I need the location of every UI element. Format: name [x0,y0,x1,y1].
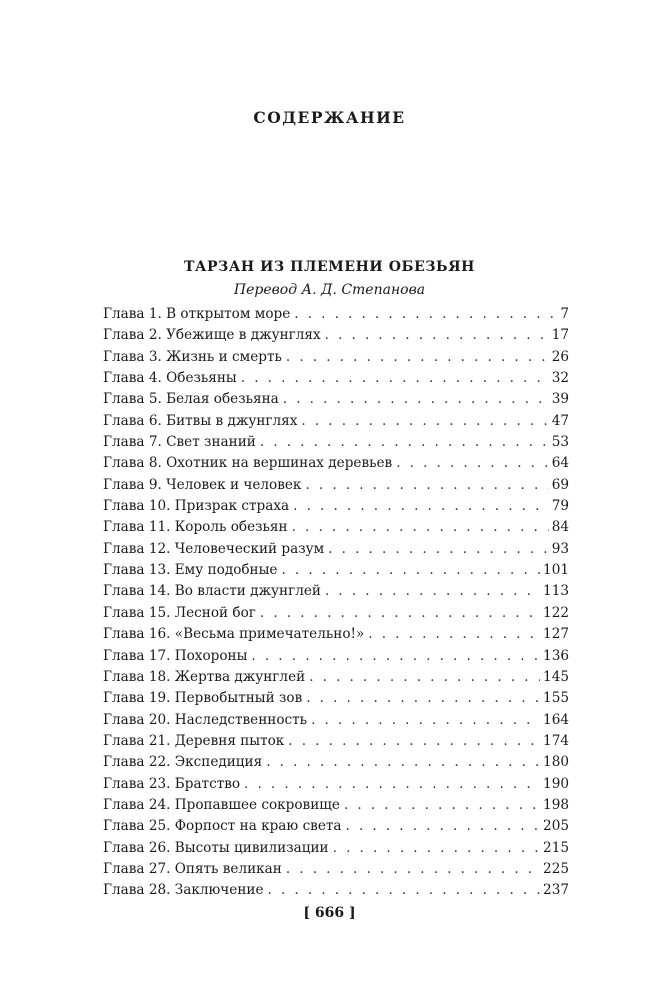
toc-entry-label: Глава 25. Форпост на краю света [103,818,342,835]
book-title: ТАРЗАН ИЗ ПЛЕМЕНИ ОБЕЗЬЯН [184,259,475,275]
toc-entry-label: Глава 24. Пропавшее сокровище [103,796,340,813]
toc-entry [103,496,569,517]
toc-entry [103,646,569,667]
toc-entry-page: 32 [551,370,569,387]
toc-entry [103,688,569,709]
toc-entry [103,389,569,410]
toc-entry [103,667,569,688]
toc-entry-label: Глава 22. Экспедиция [103,754,263,771]
toc-entry [103,368,569,389]
toc-entry-label: Глава 19. Первобытный зов [103,690,303,707]
dot-leader [294,304,557,325]
dot-leader [286,859,540,880]
toc-entry-page: 84 [551,519,569,536]
toc-entry [103,603,569,624]
dot-leader [241,368,549,389]
dot-leader [266,752,540,773]
toc-entry-page: 136 [543,647,569,664]
toc-entry [103,475,569,496]
dot-leader [328,539,548,560]
dot-leader [325,581,540,602]
toc-entry-page: 69 [551,476,569,493]
toc-entry-label: Глава 13. Ему подобные [103,562,278,579]
toc-entry-label: Глава 4. Обезьяны [103,370,237,387]
toc-entry [103,453,569,474]
toc-entry-page: 101 [543,562,569,579]
dot-leader [305,475,548,496]
dot-leader [283,389,549,410]
toc-entry-page: 155 [543,690,569,707]
toc-entry-page: 39 [551,391,569,408]
dot-leader [309,667,540,688]
toc-entry-label: Глава 17. Похороны [103,647,248,664]
toc-entry-label: Глава 14. Во власти джунглей [103,583,321,600]
page-title: СОДЕРЖАНИЕ [253,108,406,127]
toc-entry-page: 198 [543,796,569,813]
toc-entry [103,838,569,859]
table-of-contents [103,304,569,902]
toc-entry [103,774,569,795]
toc-entry-label: Глава 11. Король обезьян [103,519,288,536]
toc-entry-page: 17 [551,327,569,344]
toc-entry [103,347,569,368]
toc-entry-label: Глава 18. Жертва джунглей [103,668,306,685]
toc-entry-label: Глава 1. В открытом море [103,306,291,322]
toc-entry-page: 215 [543,839,569,856]
toc-entry [103,624,569,645]
toc-entry-page: 26 [551,348,569,365]
toc-entry [103,304,569,325]
toc-entry-label: Глава 8. Охотник на вершинах деревьев [103,455,393,472]
toc-entry [103,795,569,816]
toc-entry-page: 7 [560,306,569,322]
dot-leader [301,411,548,432]
toc-entry-page: 145 [543,668,569,685]
dot-leader [292,517,549,538]
dot-leader [293,496,549,517]
toc-entry-page: 93 [551,540,569,557]
toc-entry-page: 180 [543,754,569,771]
toc-entry [103,539,569,560]
toc-entry-label: Глава 7. Свет знаний [103,434,256,451]
toc-entry [103,859,569,880]
toc-entry-label: Глава 27. Опять великан [103,860,282,877]
dot-leader [344,795,540,816]
toc-entry-page: 64 [551,455,569,472]
toc-entry-page: 237 [543,882,569,899]
toc-entry-page: 122 [543,604,569,621]
toc-entry [103,432,569,453]
dot-leader [286,347,549,368]
toc-entry-label: Глава 15. Лесной бог [103,604,256,621]
toc-entry-label: Глава 3. Жизнь и смерть [103,348,282,365]
toc-entry-label: Глава 9. Человек и человек [103,476,302,493]
dot-leader [268,880,541,901]
toc-entry-label: Глава 26. Высоты цивилизации [103,839,329,856]
dot-leader [311,710,540,731]
dot-leader [251,646,540,667]
toc-entry-page: 79 [551,498,569,515]
dot-leader [288,731,540,752]
toc-entry-page: 190 [543,775,569,792]
toc-entry [103,731,569,752]
toc-entry-page: 174 [543,732,569,749]
toc-entry [103,581,569,602]
dot-leader [260,603,540,624]
toc-entry [103,560,569,581]
toc-entry [103,752,569,773]
page-number: [ 666 ] [303,905,356,921]
toc-entry-page: 113 [543,583,569,600]
toc-entry-label: Глава 20. Наследственность [103,711,308,728]
dot-leader [368,624,540,645]
dot-leader [325,325,549,346]
toc-entry [103,325,569,346]
toc-entry-label: Глава 2. Убежище в джунглях [103,327,321,344]
toc-entry-label: Глава 6. Битвы в джунглях [103,412,298,429]
dot-leader [333,838,540,859]
toc-entry [103,517,569,538]
toc-entry-page: 47 [551,412,569,429]
toc-entry [103,411,569,432]
toc-entry [103,880,569,901]
dot-leader [306,688,540,709]
toc-entry-page: 225 [543,860,569,877]
toc-entry-label: Глава 23. Братство [103,775,241,792]
toc-entry-label: Глава 10. Призрак страха [103,498,290,515]
toc-entry-label: Глава 28. Заключение [103,882,264,899]
dot-leader [281,560,540,581]
dot-leader [396,453,548,474]
toc-entry-label: Глава 16. «Весьма примечательно!» [103,626,365,643]
toc-entry-label: Глава 5. Белая обезьяна [103,391,279,408]
dot-leader [260,432,549,453]
toc-entry-label: Глава 12. Человеческий разум [103,540,325,557]
toc-entry [103,710,569,731]
toc-entry-label: Глава 21. Деревня пыток [103,732,285,749]
toc-entry-page: 127 [543,626,569,643]
toc-entry [103,816,569,837]
toc-entry-page: 164 [543,711,569,728]
dot-leader [346,816,541,837]
translator-credit: Перевод А. Д. Степанова [233,282,426,298]
dot-leader [244,774,540,795]
toc-entry-page: 205 [543,818,569,835]
toc-entry-page: 53 [551,434,569,451]
